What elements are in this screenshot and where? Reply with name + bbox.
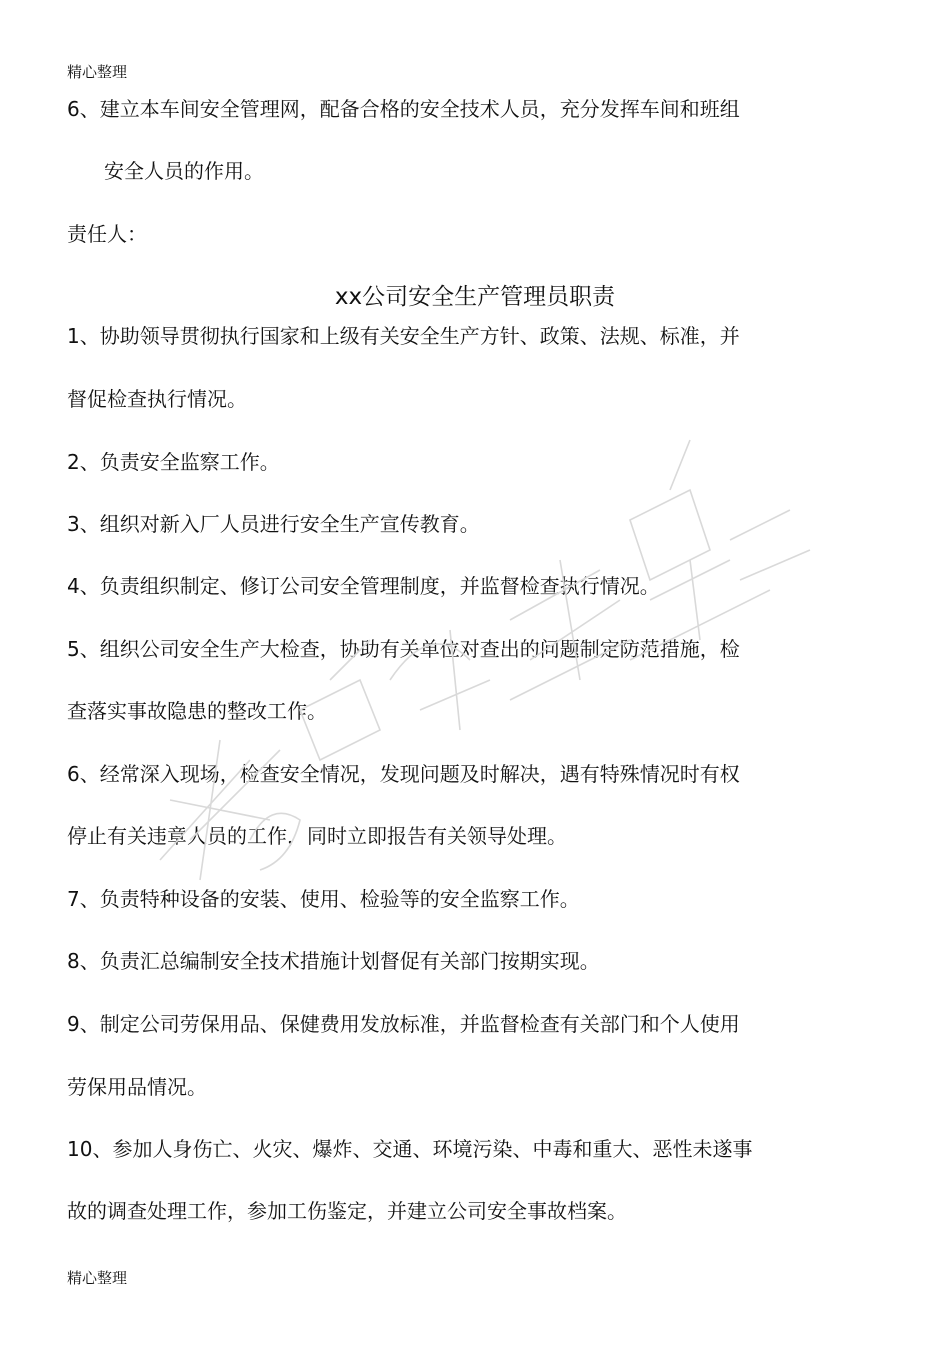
intro-item-6-line-2: 安全人员的作用。 [104, 159, 264, 183]
watermark-strokes [160, 440, 810, 880]
duty-line: 1、协助领导贯彻执行国家和上级有关安全生产方针、政策、法规、标准，并 [67, 324, 740, 348]
watermark [130, 380, 830, 900]
duty-line: 故的调查处理工作，参加工伤鉴定，并建立公司安全事故档案。 [67, 1199, 627, 1223]
intro-item-6-line-1: 6、建立本车间安全管理网，配备合格的安全技术人员，充分发挥车间和班组 [67, 97, 740, 121]
duty-line: 3、组织对新入厂人员进行安全生产宣传教育。 [67, 512, 480, 536]
duty-line: 9、制定公司劳保用品、保健费用发放标准，并监督检查有关部门和个人使用 [67, 1012, 740, 1036]
document-title: xx公司安全生产管理员职责 [334, 284, 616, 310]
duty-line: 停止有关违章人员的工作，同时立即报告有关领导处理。 [67, 824, 567, 848]
duty-line: 7、负责特种设备的安装、使用、检验等的安全监察工作。 [67, 887, 580, 911]
duty-line: 2、负责安全监察工作。 [67, 450, 280, 474]
duty-line: 4、负责组织制定、修订公司安全管理制度，并监督检查执行情况。 [67, 574, 660, 598]
duty-line: 10、参加人身伤亡、火灾、爆炸、交通、环境污染、中毒和重大、恶性未遂事 [67, 1137, 753, 1161]
page-header: 精心整理 [67, 63, 128, 81]
duty-line: 6、经常深入现场，检查安全情况，发现问题及时解决，遇有特殊情况时有权 [67, 762, 740, 786]
duty-line: 劳保用品情况。 [67, 1075, 207, 1099]
duty-line: 督促检查执行情况。 [67, 387, 247, 411]
page-footer: 精心整理 [67, 1269, 128, 1287]
duty-line: 8、负责汇总编制安全技术措施计划督促有关部门按期实现。 [67, 949, 600, 973]
duty-line: 查落实事故隐患的整改工作。 [67, 699, 327, 723]
duty-line: 5、组织公司安全生产大检查，协助有关单位对查出的问题制定防范措施，检 [67, 637, 740, 661]
responsible-label: 责任人： [67, 222, 147, 246]
